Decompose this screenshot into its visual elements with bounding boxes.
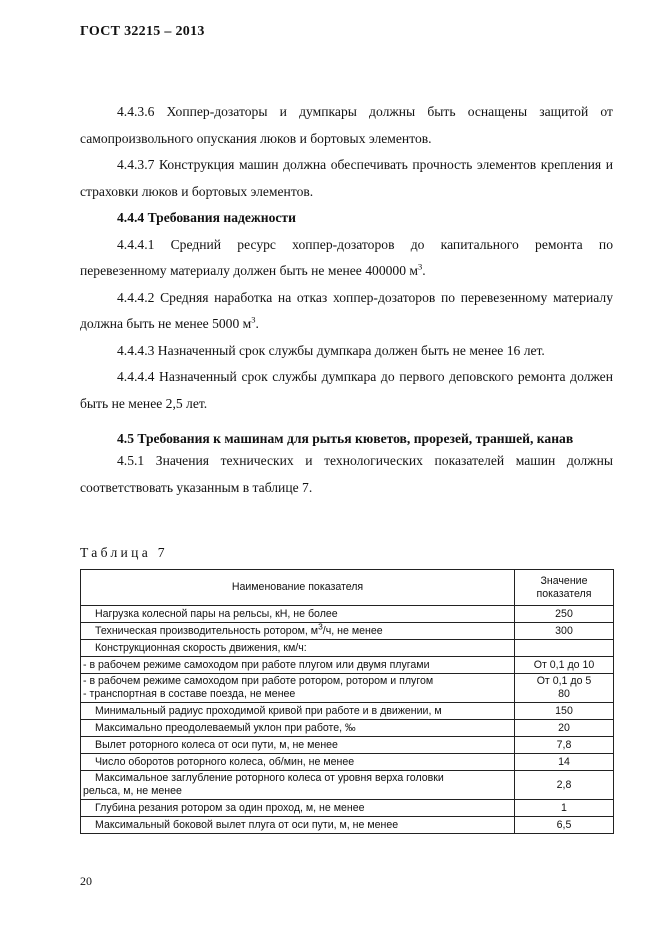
paragraph-4-4-4-3: 4.4.4.3 Назначенный срок службы думпкара должен быть не менее 16 лет. <box>117 342 545 358</box>
header-value-line2: показателя <box>536 587 592 600</box>
row-name: Глубина резания ротором за один проход, м, не менее <box>81 800 515 817</box>
row-name-text: Техническая производительность ротором, м <box>95 625 319 637</box>
table-row <box>81 817 614 834</box>
page-number: 20 <box>80 874 92 888</box>
header-name: Наименование показателя <box>231 581 364 593</box>
superscript: 3 <box>418 261 423 272</box>
row-value <box>515 674 614 703</box>
row-name: Нагрузка колесной пары на рельсы, кН, не более <box>81 606 515 623</box>
row-name: Вылет роторного колеса от оси пути, м, не менее <box>81 737 515 754</box>
section-heading-4-5: 4.5 Требования к машинам для рытья кюветов, прорезей, траншей, канав <box>117 431 574 446</box>
parameters-table <box>80 569 614 834</box>
paragraph-4-4-4-2 <box>80 285 613 338</box>
row-value: 150 <box>515 703 614 720</box>
row-value: 20 <box>515 720 614 737</box>
paragraph-4-4-3-7: 4.4.3.7 Конструкция машин должна обеспечивать прочность элементов крепления и страховки люков и бортовых элементов. <box>80 157 613 199</box>
row-value: 7,8 <box>515 737 614 754</box>
paragraph-text: 4.4.4.2 Средняя наработка на отказ хоппер-дозаторов по перевезенному материалу должна быть не менее 5000 м <box>80 289 613 331</box>
row-value: 14 <box>515 754 614 771</box>
row-name: Минимальный радиус проходимой кривой при работе и в движении, м <box>81 703 515 720</box>
paragraph-text: 4.4.4.1 Средний ресурс хоппер-дозаторов до капитального ремонта по перевезенному материалу должен быть не менее 400000 м <box>80 236 613 278</box>
document-body <box>80 99 613 501</box>
table-row <box>81 754 614 771</box>
table-row <box>81 800 614 817</box>
row-value <box>515 640 614 657</box>
paragraph-4-4-3-6: 4.4.3.6 Хоппер-дозаторы и думпкары должны быть оснащены защитой от самопроизвольного опускания люков и бортовых элементов. <box>80 104 613 146</box>
row-value-line2: 80 <box>558 688 570 700</box>
row-value: 250 <box>515 606 614 623</box>
row-name <box>81 771 515 800</box>
row-name: - в рабочем режиме самоходом при работе плугом или двумя плугами <box>81 657 515 674</box>
row-value-line1: От 0,1 до 5 <box>536 675 592 687</box>
superscript: 3 <box>318 621 323 632</box>
row-name-line2: рельса, м, не менее <box>83 785 182 797</box>
period: . <box>255 316 259 331</box>
row-name <box>81 623 515 640</box>
row-name: Конструкционная скорость движения, км/ч: <box>81 640 515 657</box>
table-row <box>81 703 614 720</box>
table-caption: Таблица 7 <box>80 545 168 560</box>
superscript: 3 <box>251 314 256 325</box>
table-header-row <box>81 570 614 606</box>
table-row <box>81 623 614 640</box>
table-row <box>81 657 614 674</box>
paragraph-4-5-1: 4.5.1 Значения технических и технологических показателей машин должны соответствовать указанным в таблице 7. <box>80 453 613 495</box>
row-value: 1 <box>515 800 614 817</box>
period: . <box>422 263 426 278</box>
table-row <box>81 640 614 657</box>
row-name-line1: Максимальное заглубление роторного колеса от уровня верха головки <box>95 772 444 784</box>
table-row <box>81 674 614 703</box>
row-value: 2,8 <box>515 771 614 800</box>
document-header: ГОСТ 32215 – 2013 <box>80 24 205 39</box>
row-name <box>81 674 515 703</box>
table-row <box>81 606 614 623</box>
row-value: 300 <box>515 623 614 640</box>
row-name-line2: - транспортная в составе поезда, не менее <box>83 688 296 700</box>
table-row <box>81 737 614 754</box>
row-name-suffix: /ч, не менее <box>322 625 383 637</box>
row-name: Максимальный боковой вылет плуга от оси пути, м, не менее <box>81 817 515 834</box>
header-value-line1: Значение <box>540 574 588 587</box>
row-value: 6,5 <box>515 817 614 834</box>
table-row <box>81 720 614 737</box>
row-name-line1: - в рабочем режиме самоходом при работе ротором, ротором и плугом <box>83 675 434 687</box>
header-value-cell <box>515 570 614 606</box>
paragraph-4-4-4-1 <box>80 232 613 285</box>
paragraph-4-4-4-4: 4.4.4.4 Назначенный срок службы думпкара до первого деповского ремонта должен быть не менее 2,5 лет. <box>80 369 613 411</box>
row-name: Максимально преодолеваемый уклон при работе, ‰ <box>81 720 515 737</box>
table-row <box>81 771 614 800</box>
row-name: Число оборотов роторного колеса, об/мин, не менее <box>81 754 515 771</box>
header-name-cell <box>81 570 515 606</box>
section-heading-4-4-4: 4.4.4 Требования надежности <box>117 210 296 225</box>
row-value: От 0,1 до 10 <box>515 657 614 674</box>
